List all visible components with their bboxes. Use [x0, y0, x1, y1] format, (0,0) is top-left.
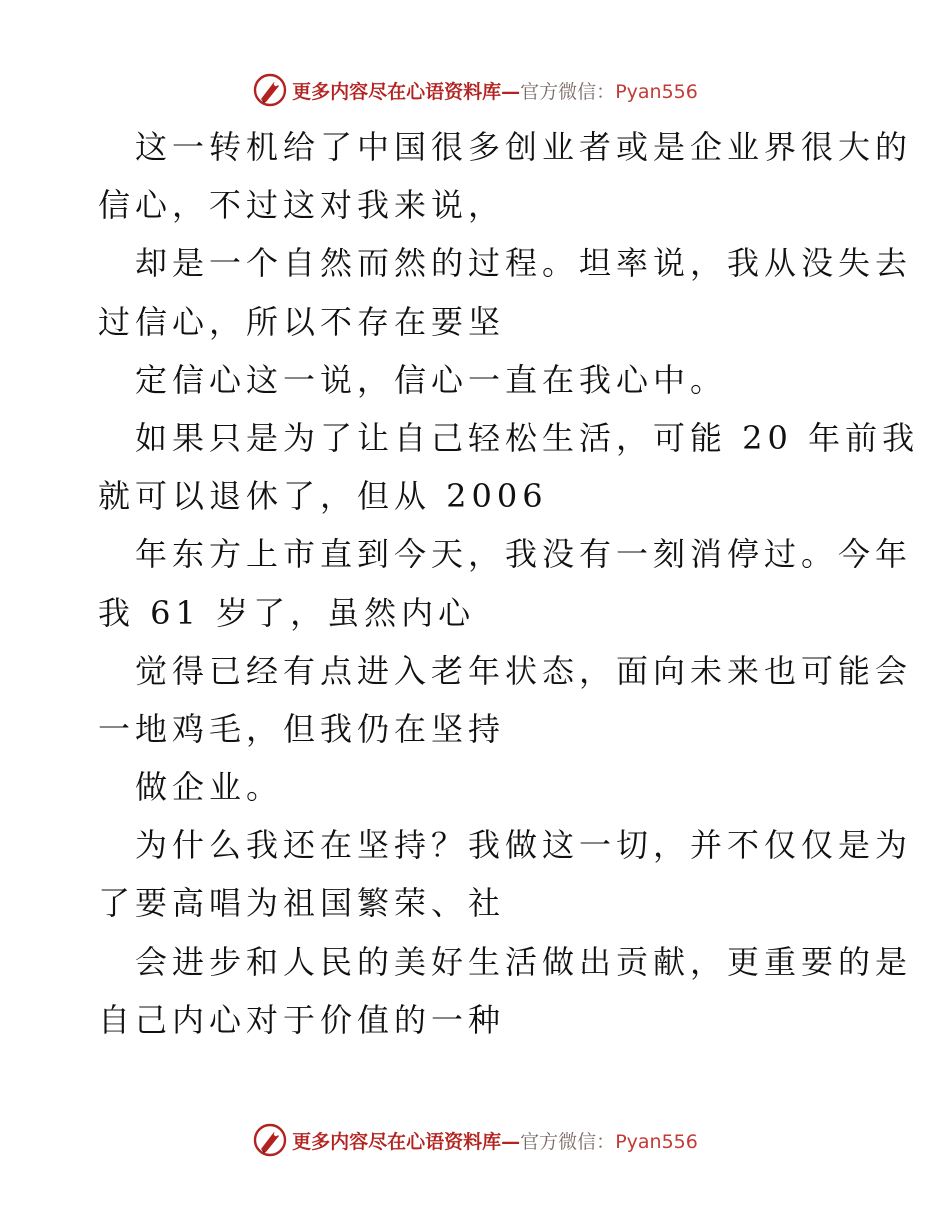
- banner-wechat-id: Pyan556: [615, 1130, 698, 1153]
- header-banner: [0, 70, 950, 110]
- text-line: 这一转机给了中国很多创业者或是企业界很大的: [135, 128, 913, 166]
- text-line: 一地鸡毛，但我仍在坚持: [98, 709, 506, 748]
- pen-logo-icon: [252, 72, 288, 108]
- text-line: 做企业。: [135, 768, 284, 807]
- banner-main-text: 更多内容尽在心语资料库—: [292, 80, 521, 103]
- footer-banner: [0, 1120, 950, 1160]
- text-line: 如果只是为了让自己轻松生活，可能 20 年前我: [135, 418, 920, 457]
- text-line: 会进步和人民的美好生活做出贡献，更重要的是: [135, 942, 913, 981]
- text-line: 信心，不过这对我来说，: [98, 186, 506, 225]
- banner-main-text: 更多内容尽在心语资料库—: [292, 1130, 521, 1153]
- banner-label: 官方微信：: [520, 80, 616, 103]
- text-line: 就可以退休了，但从 2006: [98, 477, 548, 516]
- text-line: 过信心，所以不存在要坚: [98, 302, 506, 341]
- text-line: 年东方上市直到今天，我没有一刻消停过。今年: [135, 535, 913, 574]
- text-line: 为什么我还在坚持？我做这一切，并不仅仅是为: [135, 826, 913, 865]
- text-line: 觉得已经有点进入老年状态，面向未来也可能会: [135, 651, 913, 690]
- text-line: 自己内心对于价值的一种: [98, 1000, 506, 1039]
- banner-text: [292, 77, 698, 104]
- banner-wechat-id: Pyan556: [615, 80, 698, 103]
- banner-label: 官方微信：: [520, 1130, 616, 1153]
- text-line: 了要高唱为祖国繁荣、社: [98, 884, 506, 923]
- pen-logo-icon: [252, 1122, 288, 1158]
- text-line: 却是一个自然而然的过程。坦率说，我从没失去: [135, 244, 913, 283]
- banner-text: [292, 1127, 698, 1154]
- text-line: 定信心这一说，信心一直在我心中。: [135, 360, 728, 399]
- text-line: 我 61 岁了，虽然内心: [98, 593, 476, 632]
- document-body: [98, 118, 920, 1049]
